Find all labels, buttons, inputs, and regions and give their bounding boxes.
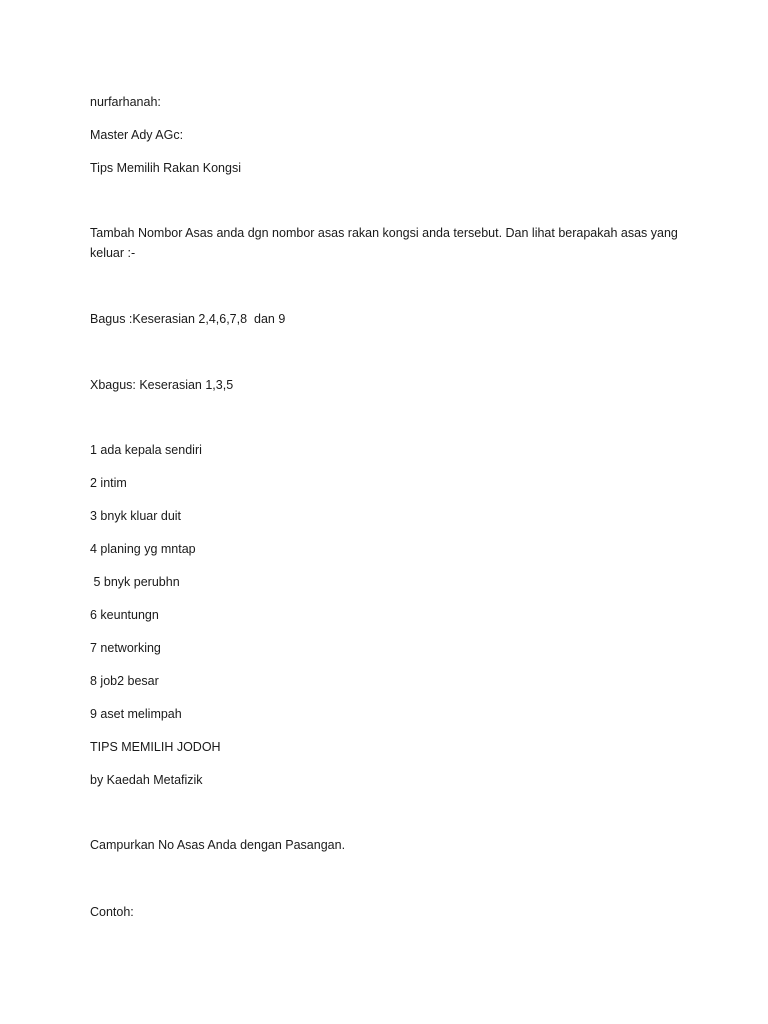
list-item: 7 networking (90, 641, 161, 655)
section-title: Tips Memilih Rakan Kongsi (90, 161, 241, 175)
list-item: 3 bnyk kluar duit (90, 509, 182, 523)
sub-author-line: Master Ady AGc: (90, 128, 184, 142)
instruction-line: Campurkan No Asas Anda dengan Pasangan. (90, 838, 346, 852)
good-compatibility-line: Bagus :Keserasian 2,4,6,7,8 dan 9 (90, 312, 286, 326)
section-heading: TIPS MEMILIH JODOH (90, 740, 221, 754)
list-item: 5 bnyk perubhn (90, 575, 180, 589)
instruction-paragraph: Tambah Nombor Asas anda dgn nombor asas rakan kongsi anda tersebut. Dan lihat berapakah asas yang keluar :- (90, 226, 678, 260)
list-item: 9 aset melimpah (90, 707, 182, 721)
byline: by Kaedah Metafizik (90, 773, 203, 787)
bad-compatibility-line: Xbagus: Keserasian 1,3,5 (90, 378, 234, 392)
list-item: 1 ada kepala sendiri (90, 443, 202, 457)
list-item: 4 planing yg mntap (90, 542, 196, 556)
list-item: 2 intim (90, 476, 127, 490)
author-line: nurfarhanah: (90, 95, 161, 109)
list-item: 8 job2 besar (90, 674, 159, 688)
example-label: Contoh: (90, 905, 134, 919)
list-item: 6 keuntungn (90, 608, 159, 622)
